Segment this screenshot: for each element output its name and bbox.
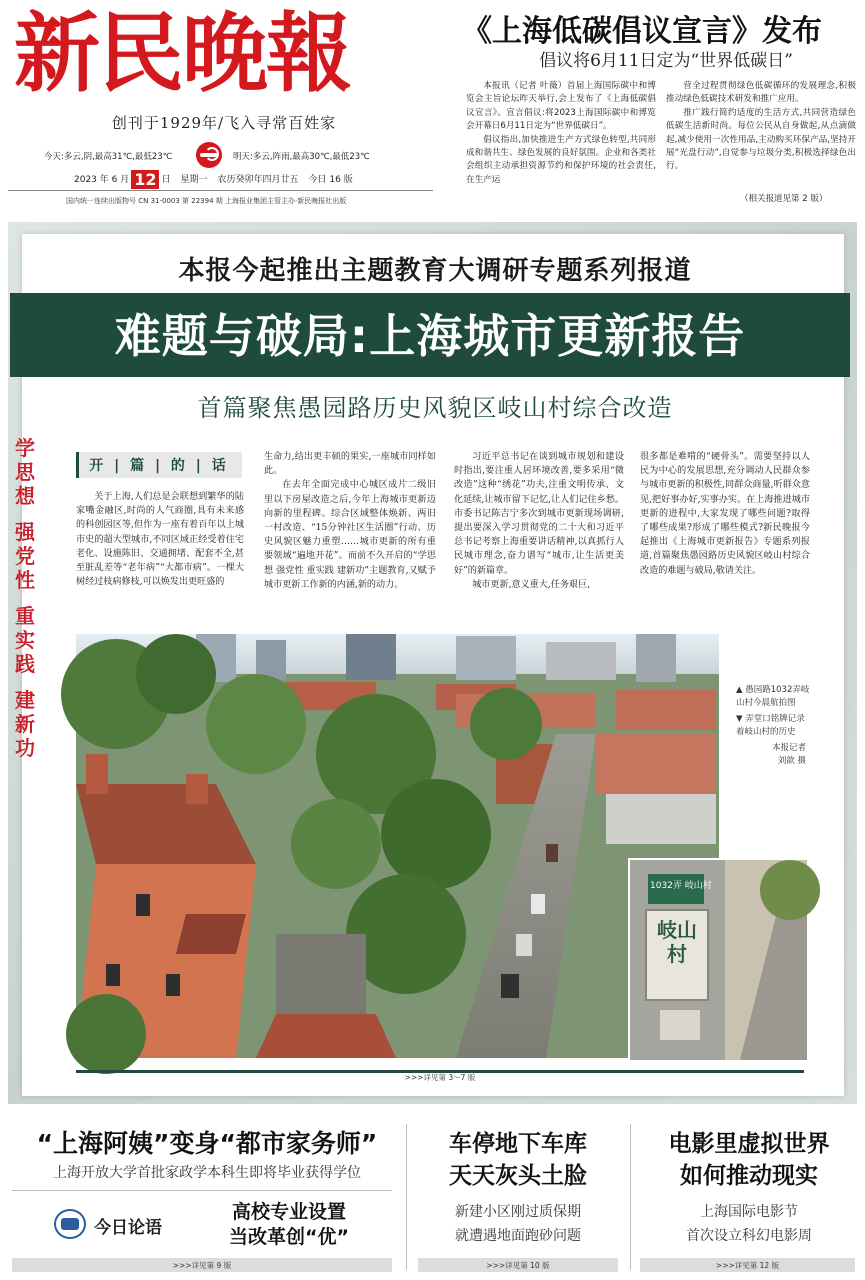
side-slogan-item: 建新功 bbox=[15, 688, 35, 760]
top-story-col-2 bbox=[666, 80, 856, 174]
top-story-col-1 bbox=[466, 80, 656, 187]
bottom-story-3-sub-line: 首次设立科幻电影周 bbox=[686, 1228, 812, 1244]
photo-caption bbox=[736, 684, 810, 771]
aerial-photo[interactable] bbox=[76, 634, 719, 1058]
publication-license: 国内统一连续出版物号 CN 31-0003 第 22394 期 上海报业集团主管主办·新民晚报社出版 bbox=[66, 197, 347, 205]
page-count: 今日 16 版 bbox=[308, 175, 353, 185]
side-slogan-item: 重实践 bbox=[15, 604, 35, 676]
feature-paragraph: 城市更新,意义重大,任务艰巨, bbox=[472, 579, 590, 590]
masthead-divider bbox=[8, 190, 433, 191]
caption-credit-2: 刘歆 摄 bbox=[777, 755, 806, 766]
caption-aerial: ▲ 愚园路1032弄岐山村今晨航拍图 bbox=[736, 685, 810, 708]
caption-sign: ▼ 弄堂口铭牌记录着岐山村的历史 bbox=[736, 714, 805, 737]
dateline bbox=[74, 170, 353, 189]
forum-headline-line: 高校专业设置 bbox=[231, 1201, 346, 1223]
top-story-paragraph: 推广践行简约适度的生活方式,共同营造绿色低碳生活新时尚。每位公民从自身做起,从点滴做起,减少使用一次性用品,主动购买环保产品,坚持开展“光盘行动”,自觉参与垃圾分类,积极选择绿色出行。 bbox=[666, 107, 856, 172]
bottom-story-2-headline-line: 车停地下车库 bbox=[449, 1131, 587, 1157]
bottom-story-1-sub: 上海开放大学首批家政学本科生即将毕业获得学位 bbox=[53, 1165, 361, 1181]
forum-logo-icon bbox=[54, 1209, 86, 1239]
date-day: 12 bbox=[131, 170, 159, 189]
column-divider bbox=[630, 1124, 631, 1270]
caption-credit-1: 本报记者 bbox=[771, 743, 806, 753]
bottom-story-3-see-more[interactable]: >>>详见第 12 版 bbox=[715, 1261, 780, 1270]
weekday: 星期一 bbox=[180, 175, 208, 185]
date-day-suffix: 日 bbox=[161, 175, 171, 185]
weather-today: 今天:多云,阴,最高31℃,最低23℃ bbox=[44, 152, 173, 162]
bottom-story-3-headline-line: 如何推动现实 bbox=[680, 1163, 818, 1189]
side-slogan-item: 强党性 bbox=[15, 520, 35, 592]
lane-plate-text: 1032弄 岐山村 bbox=[650, 881, 712, 891]
masthead-logo: 新民晚報 bbox=[14, 3, 350, 104]
bottom-story-2-headline[interactable] bbox=[418, 1128, 618, 1192]
bottom-story-1-see-more[interactable]: >>>详见第 9 版 bbox=[172, 1261, 232, 1270]
top-story-paragraph: 本报讯（记者 叶薇）首届上海国际碳中和博览会主旨论坛昨天举行,会上发布了《上海低碳倡议宣言》。宣言倡议:将2023上海国际碳中和博览会开幕日6月11日定为“世界低碳日”。 bbox=[466, 81, 656, 132]
lane-sign-photo[interactable] bbox=[628, 858, 805, 1058]
bottom-story-3-sub-line: 上海国际电影节 bbox=[700, 1204, 798, 1220]
bottom-story-2-headline-line: 天天灰头土脸 bbox=[449, 1163, 587, 1189]
opening-words-label: 开 | 篇 | 的 | 话 bbox=[89, 458, 229, 474]
bottom-story-3-sub bbox=[640, 1200, 858, 1248]
feature-col-4 bbox=[640, 450, 810, 578]
top-story-related-link[interactable]: （相关报道见第 2 版） bbox=[740, 194, 828, 204]
feature-see-more-link[interactable]: >>>详见第 3～7 版 bbox=[404, 1073, 476, 1082]
top-story-headline[interactable]: 《上海低碳倡议宣言》发布 bbox=[462, 14, 822, 49]
feature-kicker: 本报今起推出主题教育大调研专题系列报道 bbox=[178, 256, 692, 286]
feature-col-1 bbox=[76, 490, 244, 589]
side-slogan bbox=[8, 436, 42, 772]
feature-paragraph: 很多都是难啃的“硬骨头”。需要坚持以人民为中心的发展思想,充分调动人民群众参与城市更新的积极性,同群众商量,听群众意见,把好事办好,实事办实。在上海推进城市更新的进程中,大家发现了哪些问题?取得了哪些成果?形成了哪些模式?新民晚报今起推出《上海城市更新报告》专题系列报道,首篇聚焦愚园路历史风貌区岐山村综合改造的难题与破局,敬请关注。 bbox=[640, 452, 810, 576]
bottom-story-2-sub bbox=[418, 1200, 618, 1248]
forum-headline[interactable] bbox=[214, 1200, 364, 1250]
feature-col-3 bbox=[454, 450, 624, 592]
bottom-story-3-headline[interactable] bbox=[640, 1128, 858, 1192]
masthead-slogan: 创刊于1929年/飞入寻常百姓家 bbox=[111, 114, 337, 132]
date-prefix: 2023 年 6 月 bbox=[74, 175, 130, 185]
forum-label: 今日论语 bbox=[94, 1218, 162, 1238]
bottom-story-2-see-more[interactable]: >>>详见第 10 版 bbox=[486, 1261, 550, 1270]
column-divider bbox=[406, 1124, 407, 1270]
feature-deck: 首篇聚焦愚园路历史风貌区岐山村综合改造 bbox=[197, 394, 673, 422]
bottom-story-2-sub-line: 就遭遇地面跑砂问题 bbox=[455, 1228, 581, 1244]
xinmin-logo-icon bbox=[196, 142, 222, 168]
feature-paragraph: 生命力,结出更丰硕的果实,一座城市同样如此。 bbox=[264, 452, 436, 477]
weather-tomorrow: 明天:多云,阵雨,最高30℃,最低23℃ bbox=[233, 152, 370, 162]
bottom-story-1-divider bbox=[12, 1190, 392, 1191]
feature-paragraph: 关于上海,人们总是会联想到繁华的陆家嘴金融区,时尚的人气商圈,具有未来感的科创园区等,但作为一座有着百年以上城市史的超大型城市,不同区域正经受着住宅老化、设施陈旧、交通拥堵、配套不全,甚至脏乱差等“老年病”“大都市病”。一棵大树经过枝病修枝,可以焕发出更旺盛的 bbox=[76, 492, 244, 588]
bottom-story-2-sub-line: 新建小区刚过质保期 bbox=[455, 1204, 581, 1220]
side-slogan-item: 学思想 bbox=[15, 436, 35, 508]
lunar-date: 农历癸卯年四月廿五 bbox=[217, 175, 299, 185]
feature-paragraph: 在去年全面完成中心城区成片二级旧里以下房屋改造之后,今年上海城市更新迈向新的里程碑。综合区域整体焕新、两旧一村改造、“15分钟社区生活圈”行动、历史风貌区魅力重塑……城市更新的所有重要领域“遍地开花”。而前不久开启的“学思想 强党性 重实践 建新功”主题教育,又赋予城市更新工作新的内涵,新的动力。 bbox=[264, 480, 436, 590]
feature-col-2 bbox=[264, 450, 436, 592]
top-story-subhead: 倡议将6月11日定为“世界低碳日” bbox=[539, 51, 793, 71]
bottom-story-1-headline[interactable]: “上海阿姨”变身“都市家务师” bbox=[36, 1129, 378, 1158]
lane-sign-text: 岐山村 bbox=[657, 918, 697, 966]
bottom-story-3-headline-line: 电影里虚拟世界 bbox=[668, 1131, 830, 1157]
forum-headline-line: 当改革创“优” bbox=[229, 1226, 349, 1248]
feature-headline[interactable]: 难题与破局:上海城市更新报告 bbox=[114, 309, 746, 363]
aerial-photo-image bbox=[76, 634, 719, 1058]
top-story-paragraph: 倡议指出,加快推进生产方式绿色转型,共同形成和谐共生、绿色发展的良好氛围。企业和各类社会组织主动承担资源节约和保护环境的社会责任,在生产运 bbox=[466, 134, 656, 185]
feature-paragraph: 习近平总书记在谈到城市规划和建设时指出,要注重人居环境改善,要多采用“微改造”这种“绣花”功夫,注重文明传承、文化延续,让城市留下记忆,让人们记住乡愁。市委书记陈吉宁多次到城市更新现场调研,提出要深入学习贯彻党的二十大和习近平总书记考察上海重要讲话精神,以真抓行人民城市理念,奋力谱写“城市,让生活更美好”的新篇章。 bbox=[454, 452, 624, 576]
top-story-paragraph: 营全过程贯彻绿色低碳循环的发展理念,积极推动绿色低碳技术研发和推广应用。 bbox=[666, 81, 856, 105]
